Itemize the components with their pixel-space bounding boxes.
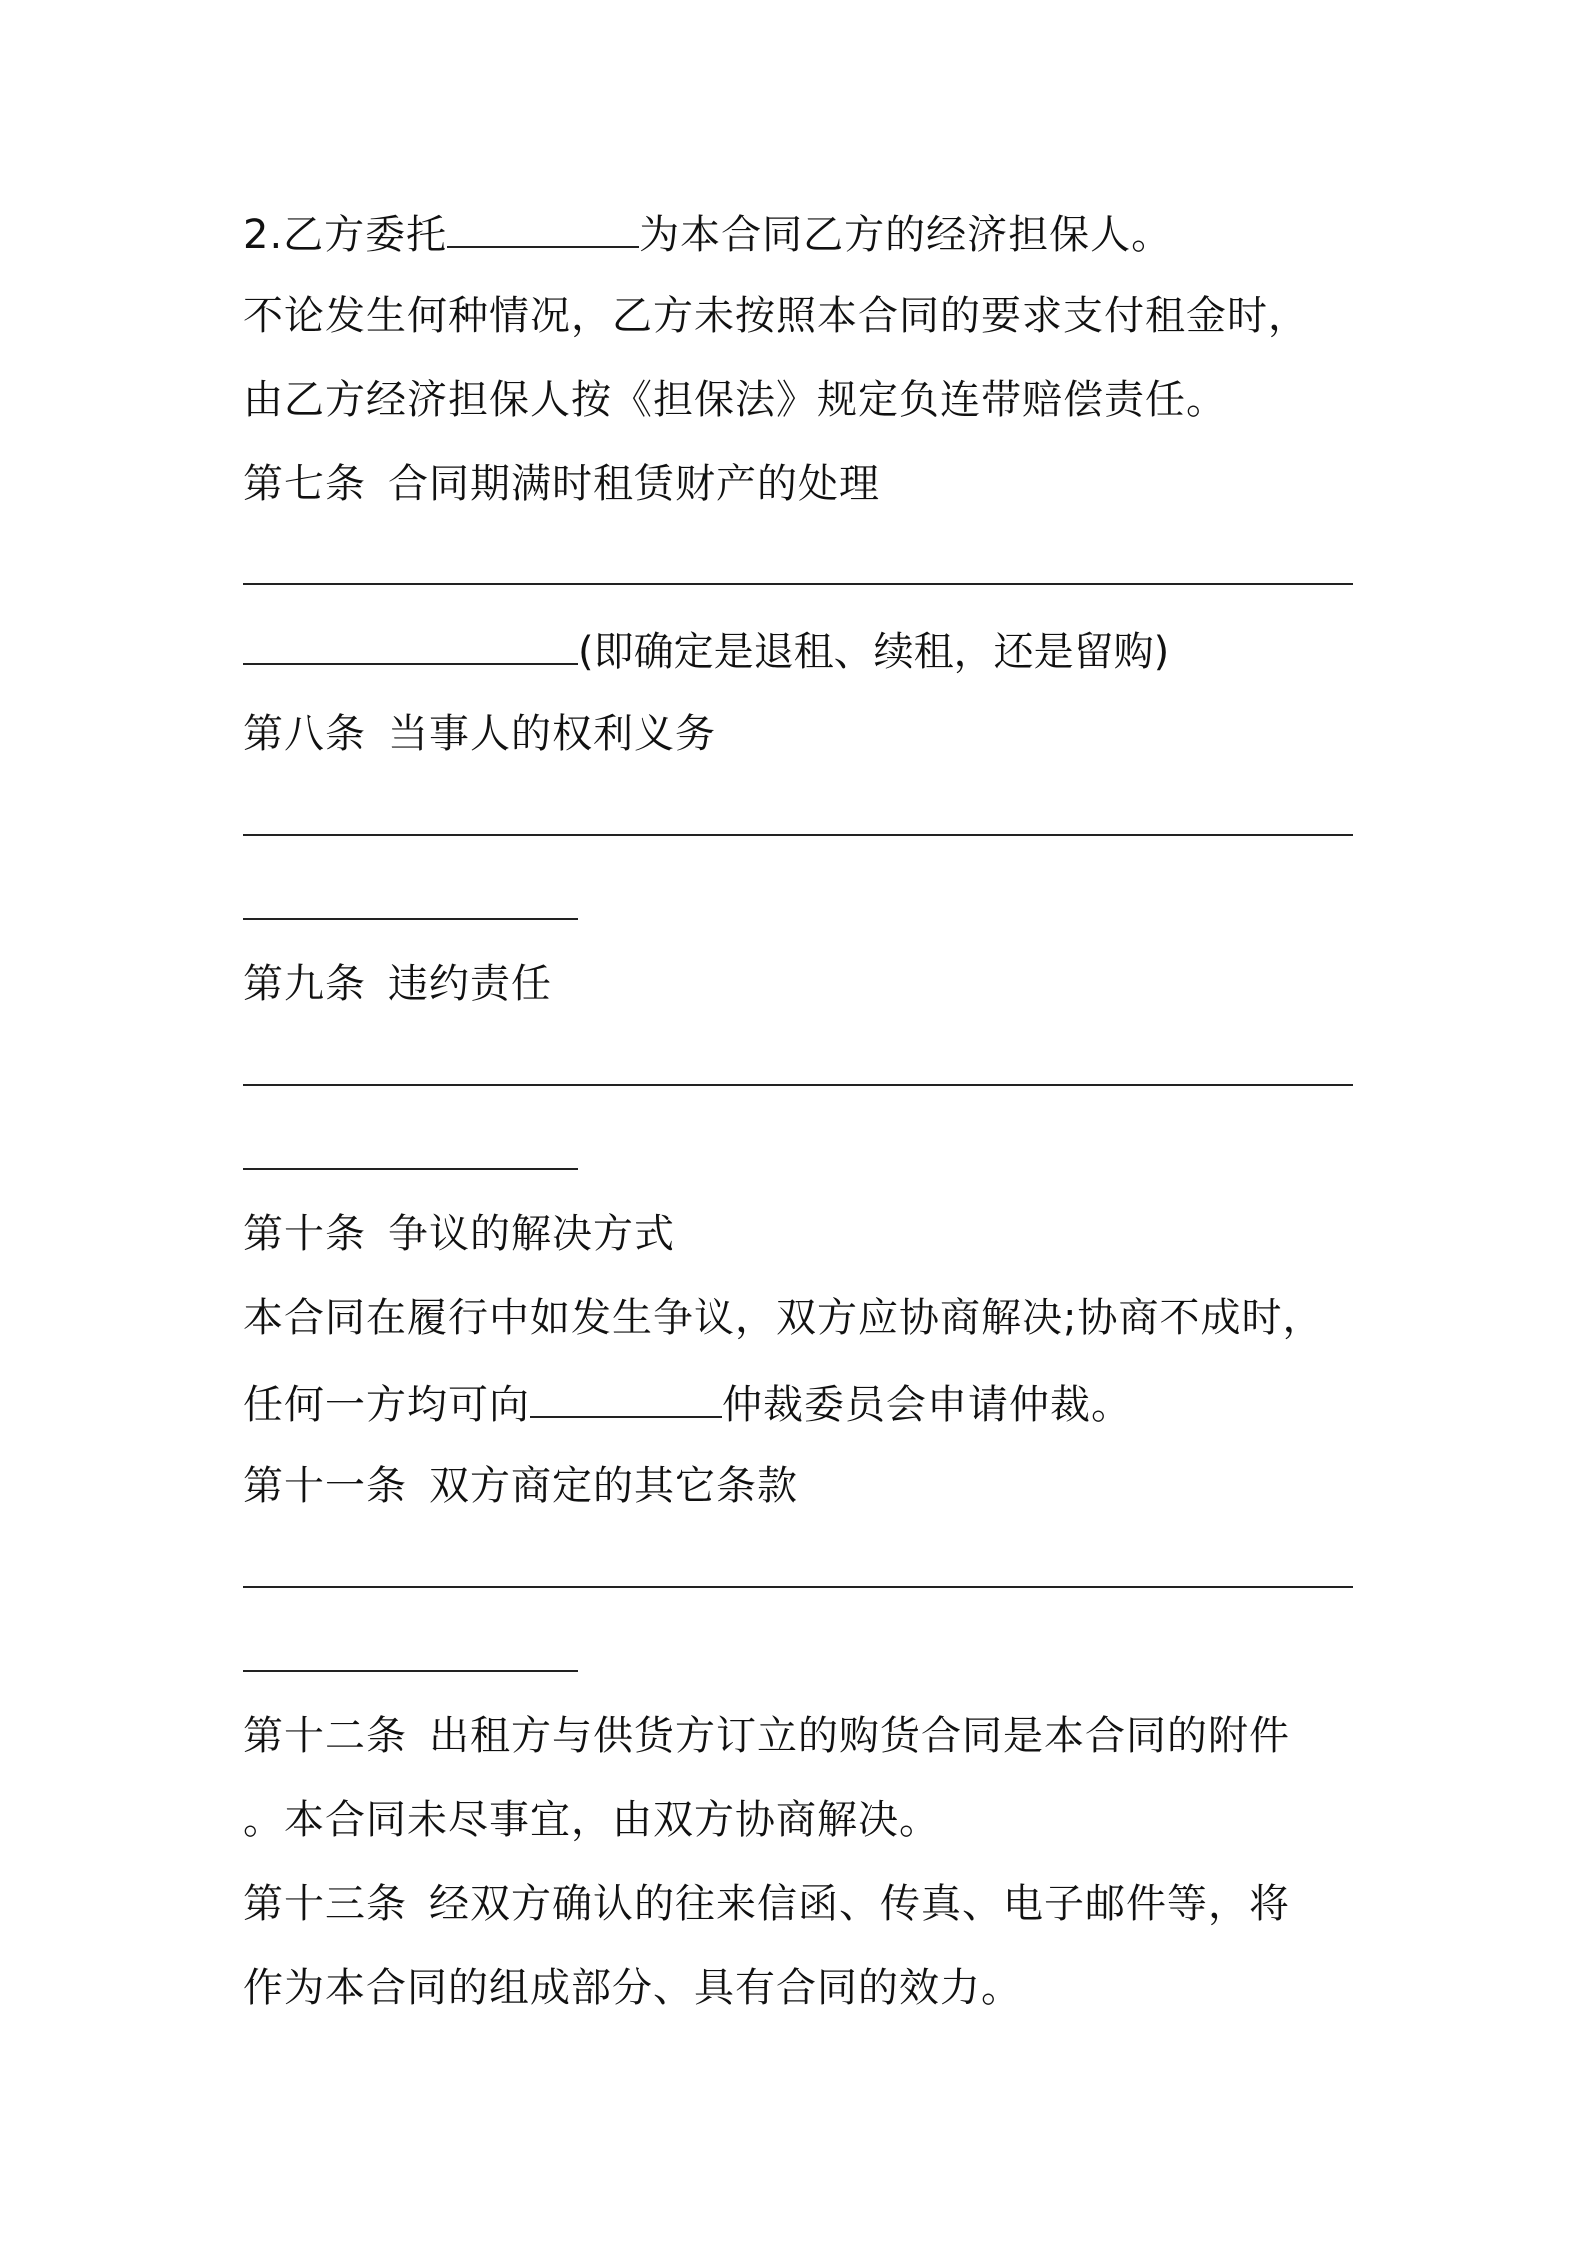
fill-in-line[interactable]: [243, 918, 578, 920]
article-title: 出租方与供货方订立的购货合同是本合同的附件: [429, 1713, 1290, 1759]
article-13-heading: [243, 1876, 1353, 1932]
guarantor-blank[interactable]: [447, 204, 639, 248]
article-7-fill-line: [243, 621, 1353, 677]
guarantor-prefix: 2.乙方委托: [243, 212, 448, 258]
article-number: 第十条: [243, 1211, 366, 1257]
paragraph-line: 本合同在履行中如发生争议，双方应协商解决;协商不成时，: [243, 1295, 1324, 1341]
article-title: 经双方确认的往来信函、传真、电子邮件等，将: [429, 1881, 1290, 1927]
article-10-heading: [243, 1206, 1353, 1262]
guarantor-suffix: 为本合同乙方的经济担保人。: [639, 212, 1173, 258]
fill-in-line[interactable]: [243, 1670, 578, 1672]
article-title: 违约责任: [388, 961, 552, 1007]
article-number: 第七条: [243, 461, 366, 507]
article-number: 第十二条: [243, 1713, 407, 1759]
arbitration-prefix: 任何一方均可向: [243, 1382, 530, 1428]
paragraph-line: 作为本合同的组成部分、具有合同的效力。: [243, 1965, 1022, 2011]
article-number: 第十一条: [243, 1463, 407, 1509]
arbitration-suffix: 仲裁委员会申请仲裁。: [722, 1382, 1132, 1428]
article-8-heading: [243, 706, 1353, 762]
arbitration-blank[interactable]: [530, 1374, 722, 1418]
fill-in-line[interactable]: [243, 834, 1353, 836]
paragraph-line: 不论发生何种情况，乙方未按照本合同的要求支付租金时，: [243, 293, 1309, 339]
article-title: 争议的解决方式: [388, 1211, 675, 1257]
article-number: 第十三条: [243, 1881, 407, 1927]
fill-in-line[interactable]: [243, 1168, 578, 1170]
article-9-heading: [243, 956, 1353, 1012]
paragraph-line: 由乙方经济担保人按《担保法》规定负连带赔偿责任。: [243, 377, 1227, 423]
guarantor-line: [243, 204, 1353, 260]
arbitration-line: [243, 1374, 1353, 1430]
article-11-heading: [243, 1458, 1353, 1514]
fill-in-line[interactable]: [243, 621, 578, 665]
article-title: 双方商定的其它条款: [429, 1463, 798, 1509]
article-number: 第八条: [243, 711, 366, 757]
fill-in-line[interactable]: [243, 1586, 1353, 1588]
article-title: 当事人的权利义务: [388, 711, 716, 757]
article-number: 第九条: [243, 961, 366, 1007]
article-title: 合同期满时租赁财产的处理: [388, 461, 880, 507]
article-12-heading: [243, 1708, 1353, 1764]
article-7-heading: [243, 456, 1353, 512]
fill-in-line[interactable]: [243, 583, 1353, 585]
article-7-note: (即确定是退租、续租，还是留购): [578, 629, 1170, 675]
paragraph-line: 。本合同未尽事宜，由双方协商解决。: [243, 1797, 940, 1843]
fill-in-line[interactable]: [243, 1084, 1353, 1086]
